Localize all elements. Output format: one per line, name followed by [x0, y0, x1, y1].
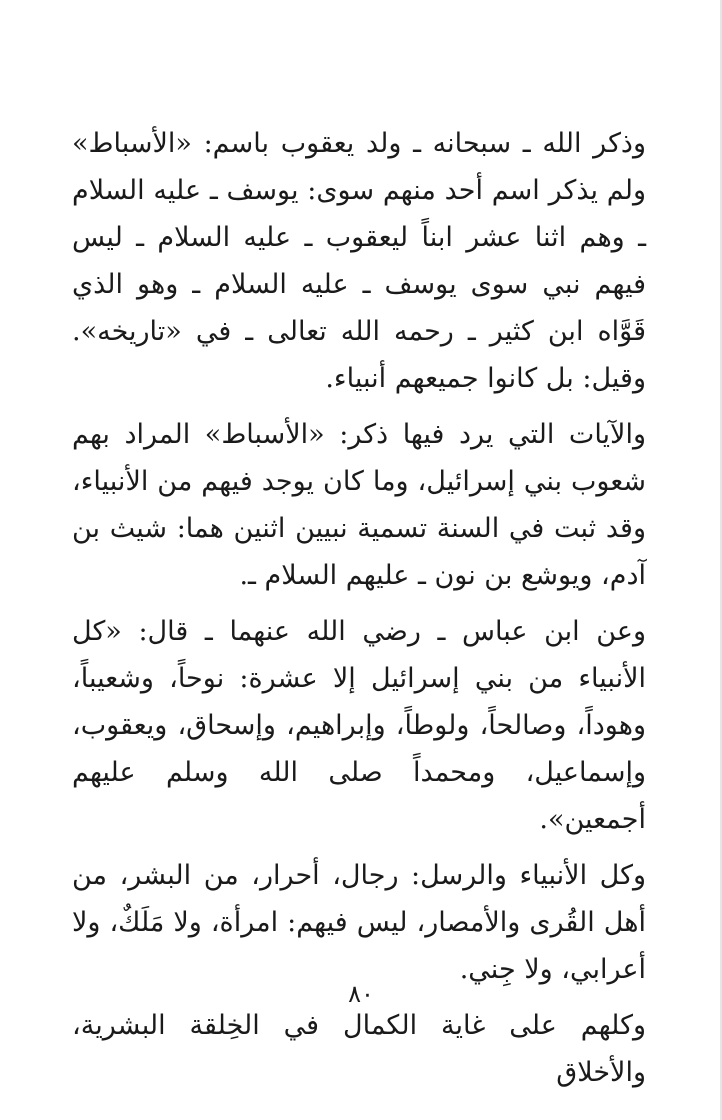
body-text: [72, 120, 646, 1105]
paragraph-ibn-abbas: وعن ابن عباس ـ رضي الله عنهما ـ قال: «كل الأنبياء من بني إسرائيل إلا عشرة: نوحاً، وشعيباً، وهوداً، وصالحاً، ولوطاً، وإبراهيم، وإسحاق، ويعقوب، وإسماعيل، ومحمداً صلى الله وسلم عليهم أجمعين».: [72, 616, 646, 835]
paragraph-perfection: وكلهم على غاية الكمال في الخِلقة البشرية، والأخلاق: [72, 1010, 646, 1088]
paragraph-asbat-verses: والآيات التي يرد فيها ذكر: «الأسباط» المراد بهم شعوب بني إسرائيل، وما كان يوجد فيهم من الأنبياء، وقد ثبت في السنة تسمية نبيين اثنين هما: شيث بن آدم، ويوشع بن نون ـ عليهم السلام ـ.: [72, 419, 646, 591]
paragraph-asbat-intro: وذكر الله ـ سبحانه ـ ولد يعقوب باسم: «الأسباط» ولم يذكر اسم أحد منهم سوى: يوسف ـ عليه السلام ـ وهم اثنا عشر ابناً ليعقوب ـ عليه السلام ـ ليس فيهم نبي سوى يوسف ـ عليه السلام ـ وهو الذي قَوَّاه ابن كثير ـ رحمه الله تعالى ـ في «تاريخه». وقيل: بل كانوا جميعهم أنبياء.: [72, 128, 646, 394]
page-number: ٨٠: [348, 980, 374, 1008]
paragraph-prophets-men: وكل الأنبياء والرسل: رجال، أحرار، من البشر، من أهل القُرى والأمصار، ليس فيهم: امرأة، ولا مَلَكٌ، ولا أعرابي، ولا جِني.: [72, 860, 646, 985]
